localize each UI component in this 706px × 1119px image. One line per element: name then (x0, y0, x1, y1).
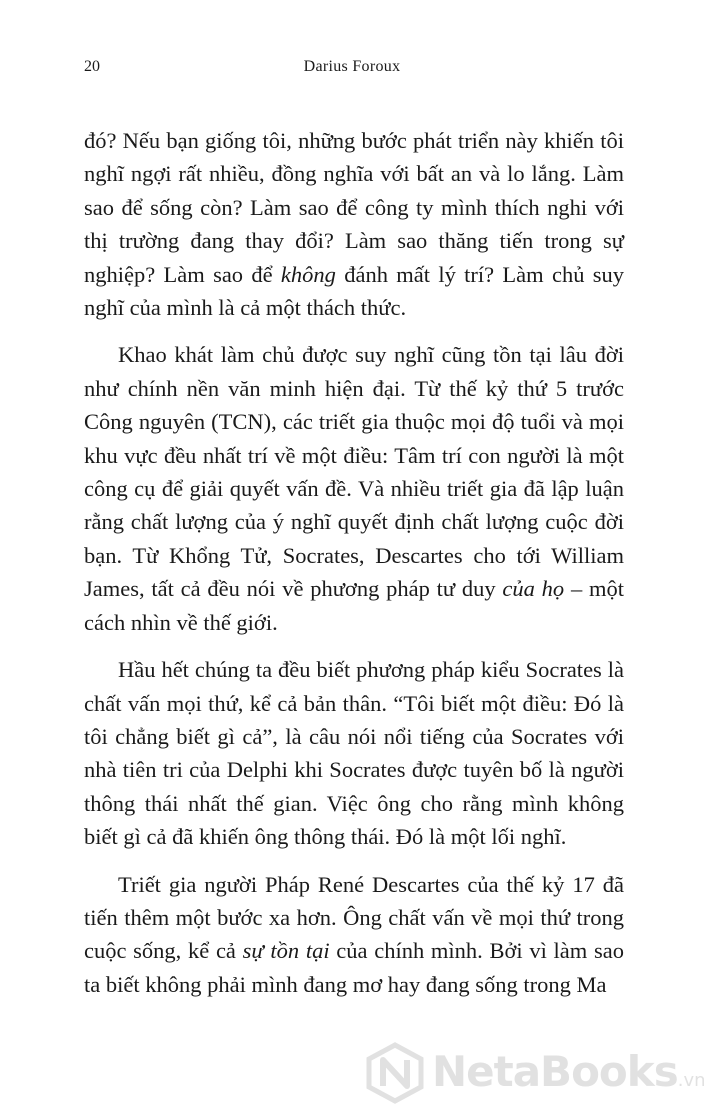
watermark-suffix: .vn (677, 1070, 706, 1091)
paragraph-text: Hầu hết chúng ta đều biết phương pháp kiểu Socrates là chất vấn mọi thứ, kể cả bản thân. “Tôi biết một điều: Đó là tôi chẳng biết gì cả”, là câu nói nổi tiếng của Socrates với nhà tiên tri của Delphi khi Socrates được tuyên bố là người thông thái nhất thế gian. Việc ông cho rằng mình không biết gì cả đã khiến ông thông thái. Đó là một lối nghĩ. (84, 657, 624, 850)
page-number: 20 (84, 58, 100, 75)
italic-text: của họ (502, 576, 565, 602)
paragraph-text: Triết gia người Pháp René Descartes của thế kỷ 17 đã tiến thêm một bước xa hơn. Ông chất vấn về mọi thứ trong cuộc sống, kể cả (84, 871, 624, 964)
italic-text: sự tồn tại (242, 938, 330, 964)
watermark-text (432, 1047, 706, 1096)
paragraph-2 (84, 338, 624, 639)
paragraph-text: của chính mình. Bởi vì làm sao ta biết không phải mình đang mơ hay đang sống trong Ma (84, 938, 624, 997)
netabooks-logo-icon (366, 1043, 424, 1103)
paragraph-text: Khao khát làm chủ được suy nghĩ cũng tồn tại lâu đời như chính nền văn minh hiện đại. Từ thế kỷ thứ 5 trước Công nguyên (TCN), các triết gia thuộc mọi độ tuổi và mọi khu vực đều nhất trí về một điều: Tâm trí con người là một công cụ để giải quyết vấn đề. Và nhiều triết gia đã lập luận rằng chất lượng của ý nghĩ quyết định chất lượng cuộc đời bạn. Từ Khổng Tử, Socrates, Descartes cho tới William James, tất cả đều nói về phương pháp tư duy (84, 342, 624, 602)
netabooks-watermark (366, 1039, 706, 1109)
paragraph-4 (84, 868, 624, 1002)
paragraph-1 (84, 124, 624, 324)
page-header (84, 58, 620, 82)
running-head-author: Darius Foroux (303, 58, 401, 75)
paragraph-3 (84, 653, 624, 853)
paragraph-text: đánh mất lý trí? Làm chủ suy nghĩ của mình là cả một thách thức. (84, 261, 625, 321)
italic-text: không (280, 261, 336, 287)
paragraph-text: đó? Nếu bạn giống tôi, những bước phát triển này khiến tôi nghĩ ngợi rất nhiều, đồng nghĩa với bất an và lo lắng. Làm sao để sống còn? Làm sao để công ty mình thích nghi với thị trường đang thay đổi? Làm sao thăng tiến trong sự nghiệp? Làm sao để (84, 128, 624, 287)
paragraph-text: – một cách nhìn về thế giới. (84, 576, 624, 635)
watermark-brand: NetaBooks (432, 1047, 678, 1096)
body-text (84, 124, 624, 1015)
